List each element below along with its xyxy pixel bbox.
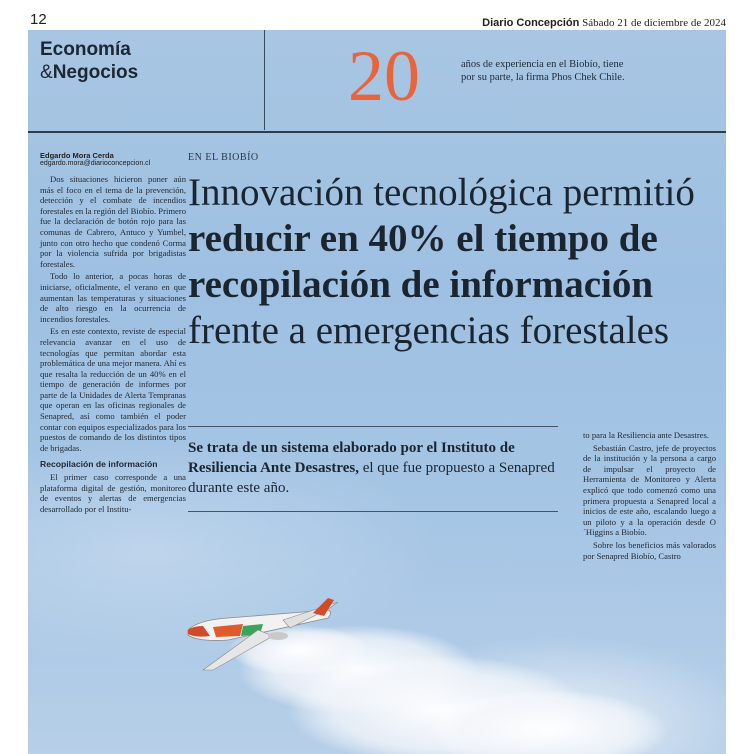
teaser-rest: el que fue propuesto a Senapred durante este año. bbox=[188, 460, 555, 496]
section-line2: Negocios bbox=[52, 62, 139, 83]
highlight-text: años de experiencia en el Biobío, tiene por su parte, la firma Phos Chek Chile. bbox=[461, 59, 625, 83]
masthead bbox=[482, 17, 726, 29]
subheading: Recopilación de información bbox=[40, 459, 158, 470]
paragraph: Es en este contexto, reviste de especial relevancia avanzar en el uso de tecnologías que permitan abordar esta problemática de una mejor manera. Ahí es que resalta la reducción de un 40% en el tiempo de generación de informes por parte de la Unidades de Alerta Tempranas que operan en las oficinas regionales de Senapred, así como también el poder contar con equipos especializados para los puestos de comando de los distintos tipos de brigadas. bbox=[40, 326, 186, 453]
paragraph: to para la Resiliencia ante Desastres. bbox=[583, 430, 709, 440]
page-number: 12 bbox=[30, 11, 47, 28]
author-email: edgardo.mora@diarioconcepcion.cl bbox=[40, 160, 151, 167]
section-ampersand: & bbox=[40, 62, 53, 83]
paragraph: Sebastián Castro, jefe de proyectos de la institución y la persona a cargo de impulsar el proyecto de Herramienta de Monitoreo y Alerta explicó que todo comenzó como una primera propuesta a Senapred local a inicios de este año, escalando luego a un piloto y a la operación desde O´Higgins a Biobío. bbox=[583, 442, 716, 538]
sky-photo-background bbox=[28, 30, 726, 754]
headline-regular-end: frente a emergencias forestales bbox=[188, 309, 670, 352]
publication-name: Diario Concepción bbox=[482, 17, 580, 29]
paragraph: Dos situaciones hicieron poner aún más el foco en el tema de la prevención, detección y el combate de incendios forestales en la región del Biobío. Primero fue la declaración de botón rojo para las comunas de Cabrero, Antuco y Yumbel, junto con otro hecho que condenó Corma por la violencia sufrida por brigadistas forestales. bbox=[40, 174, 186, 269]
author-name: Edgardo Mora Cerda bbox=[40, 151, 114, 160]
headline-regular-start: Innovación tecnológica permitió bbox=[188, 171, 695, 214]
page-header bbox=[0, 0, 754, 30]
highlight-number: 20 bbox=[348, 36, 420, 116]
section-line1: Economía bbox=[40, 39, 131, 60]
kicker: EN EL BIOBÍO bbox=[188, 152, 259, 163]
issue-date: Sábado 21 de diciembre de 2024 bbox=[582, 17, 726, 29]
paragraph: El primer caso corresponde a una plataforma digital de gestión, monitoreo de eventos y alertas de emergencias desarrollado por el Institu- bbox=[40, 472, 186, 514]
retardant-spray bbox=[228, 625, 668, 754]
firefighting-plane-illustration bbox=[28, 30, 726, 754]
paragraph: Sobre los beneficios más valorados por Senapred Biobío, Castro bbox=[583, 539, 716, 561]
headline-bold: reducir en 40% el tiempo de recopilación de información bbox=[188, 217, 658, 306]
paragraph: Todo lo anterior, a pocas horas de iniciarse, oficialmente, el verano en que aumentan las temperaturas y situaciones de alto riesgo en la ocurrencia de incendios forestales. bbox=[40, 271, 186, 324]
teaser-bold: Se trata de un sistema elaborado por el Instituto de Resiliencia Ante Desastres, bbox=[188, 440, 515, 476]
